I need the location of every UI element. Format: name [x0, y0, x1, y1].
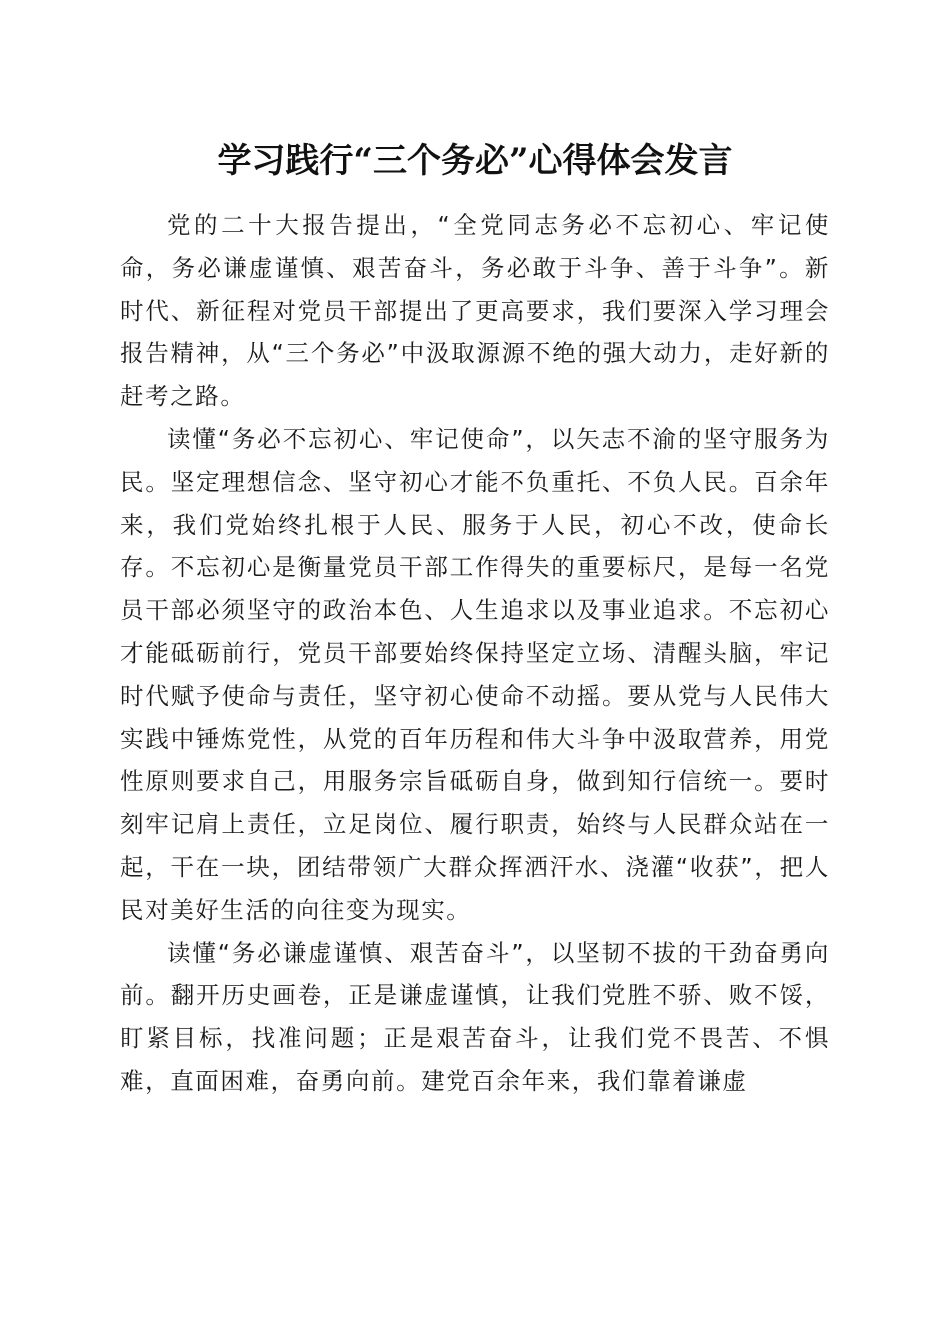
document-title: 学习践行“三个务必”心得体会发言	[217, 141, 733, 181]
document-body	[120, 204, 830, 1103]
paragraph-initial-mission: 读懂“务必不忘初心、牢记使命”，以矢志不渝的坚守服务为民。坚定理想信念、坚守初心才能不负重托、不负人民。百余年来，我们党始终扎根于人民、服务于人民，初心不改，使命长存。不忘初心是衡量党员干部工作得失的重要标尺，是每一名党员干部必须坚守的政治本色、人生追求以及事业追求。不忘初心才能砥砺前行，党员干部要始终保持坚定立场、清醒头脑，牢记时代赋予使命与责任，坚守初心使命不动摇。要从党与人民伟大实践中锤炼党性，从党的百年历程和伟大斗争中汲取营养，用党性原则要求自己，用服务宗旨砥砺自身，做到知行信统一。要时刻牢记肩上责任，立足岗位、履行职责，始终与人民群众站在一起，干在一块，团结带领广大群众挥洒汗水、浇灌“收获”，把人民对美好生活的向往变为现实。	[120, 424, 830, 924]
paragraph-intro: 党的二十大报告提出，“全党同志务必不忘初心、牢记使命，务必谦虚谨慎、艰苦奋斗，务必敢于斗争、善于斗争”。新时代、新征程对党员干部提出了更高要求，我们要深入学习理会报告精神，从“三个务必”中汲取源源不绝的强大动力，走好新的赶考之路。	[120, 211, 830, 411]
paragraph-modesty-hard-work: 读懂“务必谦虚谨慎、艰苦奋斗”，以坚韧不拔的干劲奋勇向前。翻开历史画卷，正是谦虚谨慎，让我们党胜不骄、败不馁，盯紧目标，找准问题；正是艰苦奋斗，让我们党不畏苦、不惧难，直面困难，奋勇向前。建党百余年来，我们靠着谦虚	[120, 938, 830, 1095]
